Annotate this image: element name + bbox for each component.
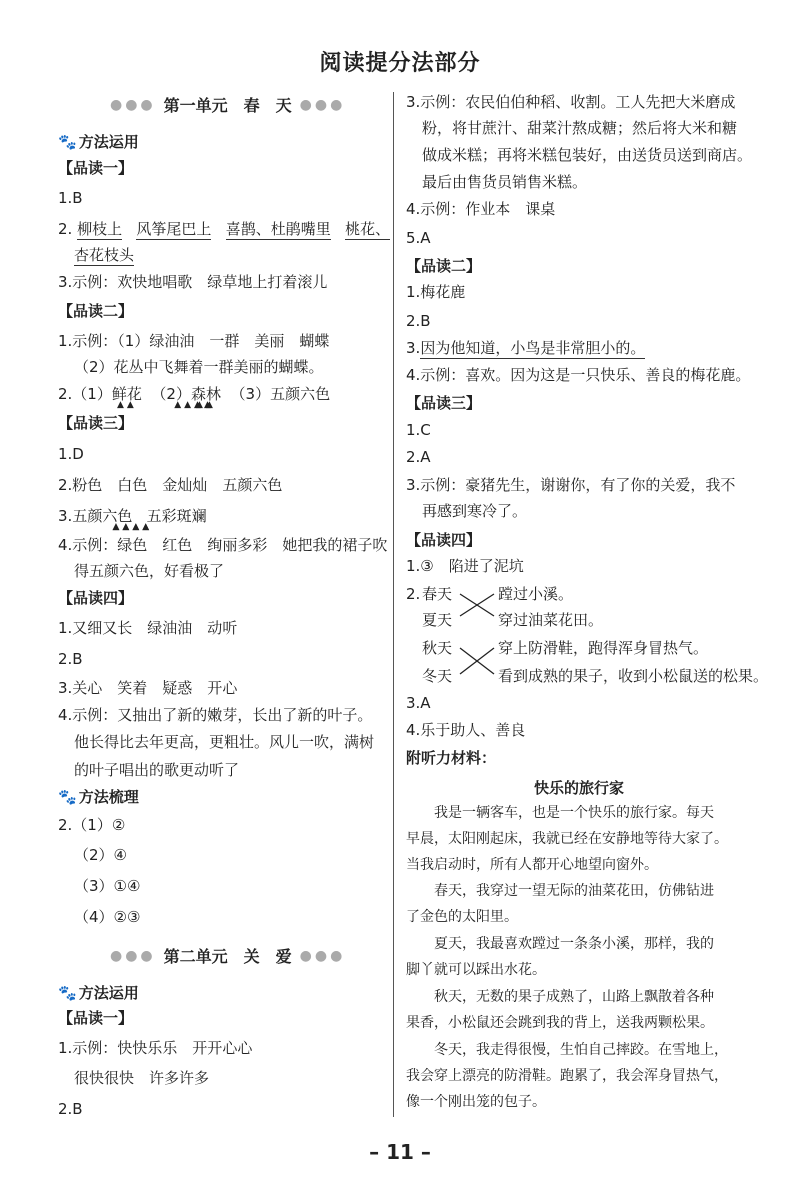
answer: 2.粉色 白色 金灿灿 五颜六色	[58, 476, 283, 494]
answer: 他长得比去年更高，更粗壮。风儿一吹，满树	[74, 733, 375, 751]
matching-lines	[458, 588, 498, 692]
answer: （2）花丛中飞舞着一群美丽的蝴蝶。	[74, 358, 324, 376]
answer: 4.乐于助人、善良	[406, 721, 526, 739]
answer: 2.（1）②	[58, 816, 126, 834]
answer: 1.示例：（1）绿油油 一群 美丽 蝴蝶	[58, 332, 330, 350]
answer: （2）④	[74, 846, 127, 864]
activity-label: 蹚过小溪。	[498, 585, 574, 603]
story-title: 快乐的旅行家	[533, 779, 624, 797]
story-line: 冬天，我走得很慢，生怕自己摔跤。在雪地上，	[406, 1042, 728, 1058]
marked-word: 五颜六色 ▲▲▲▲	[270, 385, 330, 403]
question-number: 2.	[406, 585, 421, 603]
section-label: 【品读二】	[406, 257, 482, 275]
answer-underlined: 3.因为他知道，小鸟是非常胆小的。	[406, 339, 646, 357]
paw-icon: 🐾	[58, 984, 77, 1002]
answer: 做成米糕；再将米糕包装好，由送货员送到商店。	[422, 146, 753, 164]
answer: 粉，将甘蔗汁、甜菜汁熬成糖；然后将大米和糖	[422, 119, 738, 137]
answer: 3.示例：欢快地唱歌 绿草地上打着滚儿	[58, 273, 328, 291]
answer: 得五颜六色，好看极了	[74, 562, 225, 580]
season-label: 春天	[422, 585, 453, 603]
method-heading: 🐾 方法运用	[58, 984, 139, 1002]
page-title: 阅读提分法部分	[319, 51, 481, 76]
section-label: 【品读三】	[58, 414, 134, 432]
answer: 1.D	[58, 445, 84, 463]
story-line: 了金色的太阳里。	[406, 909, 518, 925]
section-label: 【品读四】	[406, 531, 482, 549]
column-divider	[393, 92, 394, 1117]
page-number: – 11 –	[369, 1140, 431, 1164]
marked-word: 鲜花 ▲▲	[112, 384, 142, 404]
unit2-header	[110, 944, 345, 967]
answer: 4.示例：喜欢。因为这是一只快乐、善良的梅花鹿。	[406, 366, 751, 384]
answer: 1.又细又长 绿油油 动听	[58, 619, 238, 637]
paw-icon: 🐾	[58, 788, 77, 806]
answer: 1.③ 陷进了泥坑	[406, 557, 524, 575]
listening-label: 附听力材料：	[406, 749, 497, 767]
underlined-phrase: 杏花枝头	[74, 246, 135, 264]
answer: 5.A	[406, 229, 431, 247]
story-line: 早晨，太阳刚起床，我就已经在安静地等待大家了。	[406, 831, 728, 847]
season-label: 夏天	[422, 611, 453, 629]
answer-dotted: 2.（1）鲜花 ▲▲ （2）森林 ▲▲ （3）五颜六色 ▲▲▲▲	[58, 384, 330, 404]
answer: 很快很快 许多许多	[74, 1069, 210, 1087]
answer-underlined: 2. 柳枝上 风筝尾巴上 喜鹊、杜鹃嘴里 桃花、	[58, 220, 391, 238]
answer: 2.B	[58, 1100, 83, 1118]
unit1-header	[110, 93, 345, 116]
section-label: 【品读四】	[58, 589, 134, 607]
answer: 最后由售货员销售米糕。	[422, 173, 588, 191]
method-heading: 🐾 方法运用	[58, 133, 139, 151]
underlined-phrase: 风筝尾巴上	[136, 220, 212, 238]
dots-decoration: ●●●	[299, 96, 346, 113]
marked-word: 森林 ▲▲	[191, 384, 221, 404]
story-line: 秋天，无数的果子成熟了，山路上飘散着各种	[406, 989, 714, 1005]
answer: 1.C	[406, 421, 431, 439]
season-label: 冬天	[422, 667, 453, 685]
answer: 3.A	[406, 694, 431, 712]
underlined-phrase: 喜鹊、杜鹃嘴里	[225, 220, 331, 238]
section-label: 【品读一】	[58, 159, 134, 177]
answer-underlined-cont	[74, 245, 134, 265]
answer: 4.示例：又抽出了新的嫩芽，长出了新的叶子。	[58, 706, 373, 724]
story-line: 当我启动时，所有人都开心地望向窗外。	[406, 857, 658, 873]
underlined-phrase: 柳枝上	[77, 220, 123, 238]
answer: 2.B	[406, 312, 431, 330]
section-label: 【品读三】	[406, 394, 482, 412]
activity-label: 穿上防滑鞋，跑得浑身冒热气。	[498, 639, 709, 657]
section-label: 【品读二】	[58, 302, 134, 320]
story-line: 像一个刚出笼的包子。	[406, 1094, 546, 1110]
underlined-phrase: 因为他知道，小鸟是非常胆小的。	[420, 339, 646, 357]
story-line: 我是一辆客车，也是一个快乐的旅行家。每天	[406, 805, 714, 821]
section-label: 【品读一】	[58, 1009, 134, 1027]
answer: 4.示例：作业本 课桌	[406, 200, 556, 218]
answer-dotted: 3.五颜六色 ▲▲▲▲ 五彩斑斓 ▲▲▲▲	[58, 506, 207, 526]
answer: 2.A	[406, 448, 431, 466]
answer: 1.梅花鹿	[406, 283, 466, 301]
answer: 1.示例：快快乐乐 开开心心	[58, 1039, 253, 1057]
activity-label: 看到成熟的果子，收到小松鼠送的松果。	[498, 667, 769, 685]
answer: 4.示例：绿色 红色 绚丽多彩 她把我的裙子吹	[58, 536, 388, 554]
season-label: 秋天	[422, 639, 453, 657]
story-line: 果香，小松鼠还会跳到我的背上，送我两颗松果。	[406, 1015, 714, 1031]
underlined-phrase: 桃花、	[345, 220, 391, 238]
answer: 3.示例：农民伯伯种稻、收割。工人先把大米磨成	[406, 93, 736, 111]
answer: 再感到寒冷了。	[422, 502, 528, 520]
unit1-title: 第一单元 春 天	[163, 96, 292, 115]
unit2-title: 第二单元 关 爱	[163, 947, 292, 966]
dots-decoration: ●●●	[110, 96, 156, 113]
marked-word: 五彩斑斓 ▲▲▲▲	[147, 507, 207, 525]
answer: 1.B	[58, 189, 83, 207]
answer: 2.B	[58, 650, 83, 668]
method-heading: 🐾 方法梳理	[58, 788, 139, 806]
answer: （3）①④	[74, 877, 141, 895]
story-line: 春天，我穿过一望无际的油菜花田，仿佛钻进	[406, 883, 714, 899]
dots-decoration: ●●●	[110, 947, 156, 964]
answer: 的叶子唱出的歌更动听了	[74, 761, 240, 779]
story-line: 我会穿上漂亮的防滑鞋。跑累了，我会浑身冒热气，	[406, 1068, 728, 1084]
marked-word: 五颜六色 ▲▲▲▲	[72, 507, 132, 525]
answer: 3.关心 笑着 疑惑 开心	[58, 679, 238, 697]
story-line: 脚丫就可以踩出水花。	[406, 962, 546, 978]
answer: （4）②③	[74, 908, 141, 926]
activity-label: 穿过油菜花田。	[498, 611, 604, 629]
paw-icon: 🐾	[58, 133, 77, 151]
dots-decoration: ●●●	[299, 947, 346, 964]
story-line: 夏天，我最喜欢蹚过一条条小溪，那样，我的	[406, 936, 714, 952]
answer: 3.示例：豪猪先生，谢谢你，有了你的关爱，我不	[406, 476, 736, 494]
